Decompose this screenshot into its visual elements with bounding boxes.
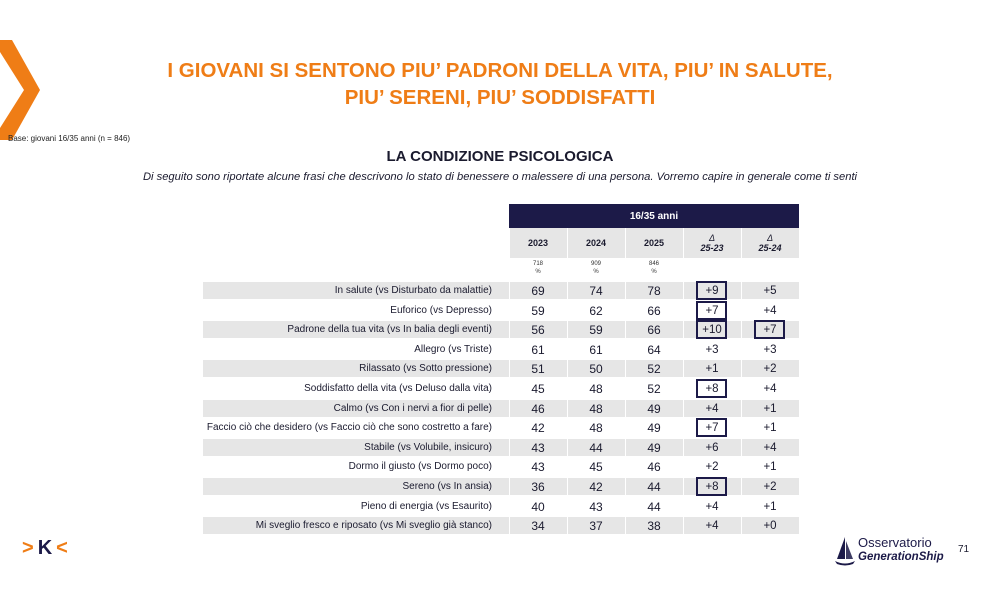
table-cell-v2023: 59 (531, 304, 545, 318)
table-cell-d2523: +8 (705, 481, 719, 493)
table-cell-d2524: +5 (763, 285, 777, 297)
table-cell-v2024: 50 (589, 362, 603, 376)
table-cell-v2025: 44 (647, 480, 661, 494)
table-cell-v2025: 46 (647, 460, 661, 474)
table-cell-d2524: +1 (763, 422, 777, 434)
table-cell-d2524: +4 (763, 383, 777, 395)
page-number: 71 (958, 544, 970, 555)
table-cell-d2523: +10 (702, 324, 722, 336)
table-cell-d2523: +7 (705, 422, 719, 434)
table-cell-v2023: 56 (531, 323, 545, 337)
table-cell-v2023: 40 (531, 500, 545, 514)
delta-symbol: Δ (766, 232, 774, 243)
table-cell-v2023: 42 (531, 421, 545, 435)
row-label: In salute (vs Disturbato da malattie) (334, 285, 492, 296)
row-label: Soddisfatto della vita (vs Deluso dalla vita) (304, 383, 492, 394)
table-cell-v2023: 45 (531, 382, 545, 396)
column-separator (509, 228, 510, 538)
base-n-unit: % (593, 269, 599, 275)
table-cell-d2524: +0 (763, 520, 777, 532)
table-cell-d2524: +2 (763, 481, 777, 493)
table-cell-v2024: 48 (589, 382, 603, 396)
row-label: Pieno di energia (vs Esaurito) (360, 501, 492, 512)
row-label: Dormo il giusto (vs Dormo poco) (348, 461, 492, 472)
section-subtitle: LA CONDIZIONE PSICOLOGICA (386, 148, 614, 165)
table-cell-v2024: 44 (589, 441, 603, 455)
table-cell-d2523: +4 (705, 501, 719, 513)
table-cell-v2025: 66 (647, 323, 661, 337)
column-header-2023 (509, 228, 567, 258)
column-header-2025 (625, 228, 683, 258)
row-label: Euforico (vs Depresso) (390, 305, 492, 316)
section-description: Di seguito sono riportate alcune frasi che descrivono lo stato di benessere o malessere di una persona. Vorremo capire in generale come ti senti (142, 171, 858, 183)
row-label: Padrone della tua vita (vs In balia degli eventi) (287, 324, 492, 335)
base-note: Base: giovani 16/35 anni (n = 846) (8, 134, 131, 143)
row-label: Rilassato (vs Sotto pressione) (359, 363, 492, 374)
generationship-text: GenerationShip (858, 551, 944, 563)
table-cell-d2523: +4 (705, 403, 719, 415)
column-header-delta-25-24 (741, 228, 799, 258)
osservatorio-text: Osservatorio (858, 535, 932, 550)
column-header-label: 2023 (527, 238, 549, 248)
table-cell-d2524: +4 (763, 305, 777, 317)
table-cell-v2023: 36 (531, 480, 545, 494)
table-cell-v2025: 38 (647, 519, 661, 533)
table-cell-v2024: 48 (589, 421, 603, 435)
k-letter-icon: K (37, 537, 57, 559)
base-n-2025 (625, 260, 683, 276)
table-cell-v2024: 45 (589, 460, 603, 474)
base-n-value: 846 (648, 261, 659, 267)
column-header-label: 25-24 (758, 242, 782, 253)
highlight-box (696, 477, 727, 496)
table-cell-d2523: +8 (705, 383, 719, 395)
table-cell-d2524: +2 (763, 363, 777, 375)
page-title-line1: I GIOVANI SI SENTONO PIU’ PADRONI DELLA VITA, PIU’ IN SALUTE, (167, 59, 833, 82)
base-n-unit: % (651, 269, 657, 275)
row-label: Calmo (vs Con i nervi a fior di pelle) (333, 403, 492, 414)
table-cell-v2025: 64 (647, 343, 661, 357)
table-cell-d2524: +3 (763, 344, 777, 356)
table-cell-v2025: 49 (647, 421, 661, 435)
column-header-delta-25-23 (683, 228, 741, 258)
table-cell-d2524: +7 (763, 324, 777, 336)
row-label: Allegro (vs Triste) (414, 344, 492, 355)
table-cell-v2025: 52 (647, 382, 661, 396)
osservatorio-logo (834, 533, 952, 569)
delta-symbol: Δ (708, 232, 716, 243)
row-label: Sereno (vs In ansia) (402, 481, 492, 492)
highlight-box (696, 281, 727, 300)
table-cell-d2524: +1 (763, 501, 777, 513)
sailboat-icon (834, 535, 856, 567)
table-cell-d2524: +1 (763, 403, 777, 415)
table-cell-v2025: 66 (647, 304, 661, 318)
table-cell-d2524: +1 (763, 461, 777, 473)
table-cell-v2024: 62 (589, 304, 603, 318)
table-cell-v2024: 61 (589, 343, 603, 357)
table-cell-v2024: 37 (589, 519, 603, 533)
highlight-box (696, 418, 727, 437)
table-cell-v2023: 46 (531, 402, 545, 416)
row-label: Mi sveglio fresco e riposato (vs Mi sveglio già stanco) (255, 520, 492, 531)
base-n-2023 (509, 260, 567, 276)
chevron-decoration-icon (0, 40, 40, 140)
chevron-right-icon: > (22, 537, 38, 559)
table-cell-d2523: +4 (705, 520, 719, 532)
page-title (100, 57, 900, 111)
table-cell-d2523: +1 (705, 363, 719, 375)
base-n-value: 718 (532, 261, 543, 267)
column-separator (567, 228, 568, 538)
table-cell-d2523: +7 (705, 305, 719, 317)
chevron-left-icon: < (56, 537, 72, 559)
table-cell-v2025: 49 (647, 441, 661, 455)
column-header-label: 2025 (643, 238, 665, 248)
table-cell-d2523: +9 (705, 285, 719, 297)
table-cell-d2524: +4 (763, 442, 777, 454)
table-cell-v2024: 59 (589, 323, 603, 337)
table-cell-v2025: 52 (647, 362, 661, 376)
table-cell-v2023: 43 (531, 441, 545, 455)
base-n-value: 909 (590, 261, 601, 267)
table-cell-v2023: 69 (531, 284, 545, 298)
table-cell-v2025: 78 (647, 284, 661, 298)
table-cell-d2523: +6 (705, 442, 719, 454)
row-label: Faccio ciò che desidero (vs Faccio ciò che sono costretto a fare) (206, 422, 492, 433)
page-title-line2: PIU’ SERENI, PIU’ SODDISFATTI (344, 86, 656, 109)
table-cell-d2523: +3 (705, 344, 719, 356)
base-n-2024 (567, 260, 625, 276)
table-cell-v2025: 44 (647, 500, 661, 514)
table-cell-v2024: 43 (589, 500, 603, 514)
table-cell-v2024: 74 (589, 284, 603, 298)
column-header-label: 2024 (585, 238, 607, 248)
table-cell-v2024: 48 (589, 402, 603, 416)
column-separator (683, 228, 684, 538)
table-cell-v2023: 34 (531, 519, 545, 533)
base-n-unit: % (535, 269, 541, 275)
table-cell-v2023: 61 (531, 343, 545, 357)
column-header-label: 25-23 (700, 242, 724, 253)
highlight-box (696, 379, 727, 398)
column-separator (741, 228, 742, 538)
column-header-2024 (567, 228, 625, 258)
column-separator (625, 228, 626, 538)
table-cell-v2023: 51 (531, 362, 545, 376)
table-cell-d2523: +2 (705, 461, 719, 473)
highlight-box (696, 301, 727, 320)
highlight-box (754, 320, 785, 339)
table-cell-v2025: 49 (647, 402, 661, 416)
highlight-box (696, 320, 727, 339)
kkienn-logo (22, 537, 72, 560)
table-group-header: 16/35 anni (509, 204, 799, 228)
table-cell-v2023: 43 (531, 460, 545, 474)
table-cell-v2024: 42 (589, 480, 603, 494)
row-label: Stabile (vs Volubile, insicuro) (364, 442, 492, 453)
